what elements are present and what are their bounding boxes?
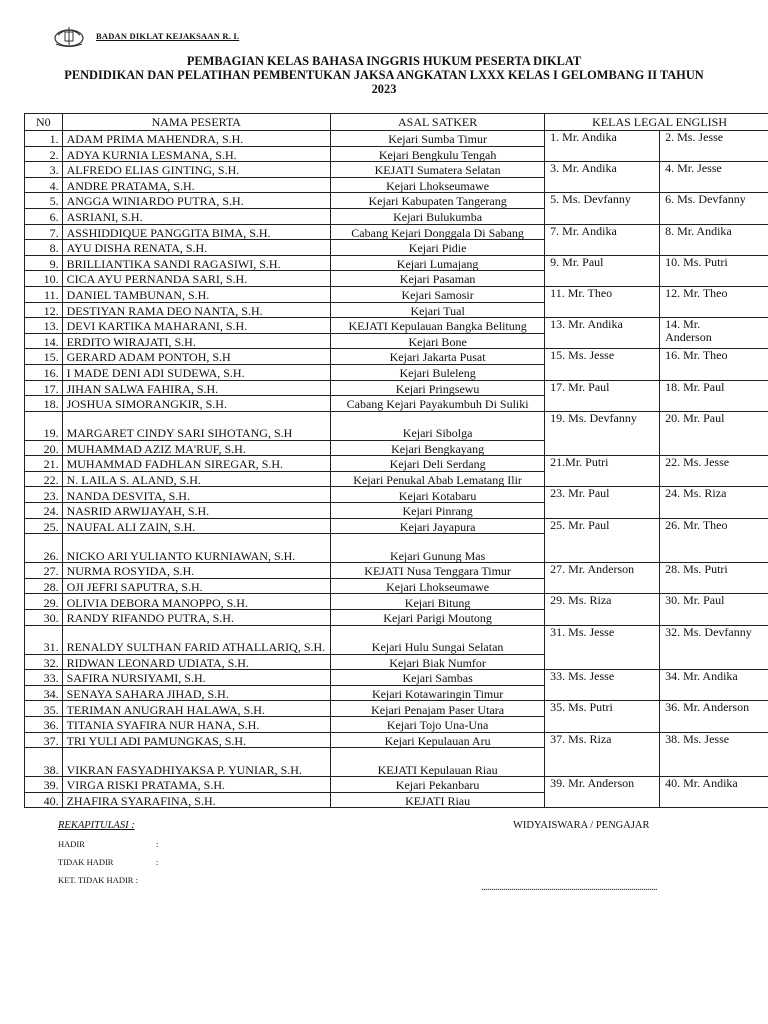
kelas-cell: 30. Mr. Paul — [660, 594, 768, 625]
header-name: NAMA PESERTA — [62, 114, 330, 131]
document-header — [52, 22, 239, 50]
participant-satker: Kejari Jakarta Pusat — [331, 349, 545, 365]
row-number: 27. — [25, 563, 63, 579]
table-row — [25, 563, 768, 579]
table-row — [25, 670, 768, 686]
recap-section — [58, 820, 158, 885]
table-body — [25, 131, 768, 808]
kelas-cell: 8. Mr. Andika — [660, 224, 768, 255]
kejaksaan-logo-icon — [52, 23, 86, 49]
table-row — [25, 318, 768, 334]
row-number: 15. — [25, 349, 63, 365]
participant-name: TERIMAN ANUGRAH HALAWA, S.H. — [62, 701, 330, 717]
participant-table — [24, 113, 768, 808]
kelas-cell: 35. Ms. Putri — [545, 701, 660, 732]
participant-satker: Kejari Bitung — [331, 594, 545, 610]
table-row — [25, 594, 768, 610]
table-row — [25, 162, 768, 178]
table-row — [25, 224, 768, 240]
participant-name: ALFREDO ELIAS GINTING, S.H. — [62, 162, 330, 178]
table-row — [25, 625, 768, 654]
recap-tidak-hadir-label: TIDAK HADIR — [58, 857, 114, 867]
participant-name: I MADE DENI ADI SUDEWA, S.H. — [62, 364, 330, 380]
row-number: 28. — [25, 578, 63, 594]
kelas-cell: 21.Mr. Putri — [545, 456, 660, 487]
kelas-cell: 9. Mr. Paul — [545, 255, 660, 286]
recap-ket-label: KET. TIDAK HADIR : — [58, 875, 138, 885]
kelas-cell: 2. Ms. Jesse — [660, 131, 768, 162]
kelas-cell: 39. Mr. Anderson — [545, 777, 660, 808]
row-number: 13. — [25, 318, 63, 334]
row-number: 14. — [25, 333, 63, 349]
participant-name: ZHAFIRA SYARAFINA, S.H. — [62, 792, 330, 808]
participant-name: RANDY RIFANDO PUTRA, S.H. — [62, 610, 330, 626]
participant-name: ADAM PRIMA MAHENDRA, S.H. — [62, 131, 330, 147]
kelas-cell: 6. Ms. Devfanny — [660, 193, 768, 224]
participant-name: DEVI KARTIKA MAHARANI, S.H. — [62, 318, 330, 334]
row-number: 29. — [25, 594, 63, 610]
participant-name: GERARD ADAM PONTOH, S.H — [62, 349, 330, 365]
table-row — [25, 701, 768, 717]
row-number: 40. — [25, 792, 63, 808]
title-line-3: 2023 — [371, 82, 397, 96]
participant-satker: Cabang Kejari Payakumbuh Di Suliki — [331, 396, 545, 412]
kelas-cell: 40. Mr. Andika — [660, 777, 768, 808]
table-row — [25, 732, 768, 748]
kelas-cell: 28. Ms. Putri — [660, 563, 768, 594]
table-row — [25, 286, 768, 302]
row-number: 37. — [25, 732, 63, 748]
participant-name: JOSHUA SIMORANGKIR, S.H. — [62, 396, 330, 412]
kelas-cell: 23. Mr. Paul — [545, 487, 660, 518]
row-number: 17. — [25, 380, 63, 396]
row-number: 2. — [25, 146, 63, 162]
participant-name: SENAYA SAHARA JIHAD, S.H. — [62, 685, 330, 701]
participant-name: VIKRAN FASYADHIYAKSA P. YUNIAR, S.H. — [62, 748, 330, 777]
row-number: 5. — [25, 193, 63, 209]
row-number: 16. — [25, 364, 63, 380]
row-number: 38. — [25, 748, 63, 777]
row-number: 31. — [25, 625, 63, 654]
participant-satker: Kejari Bengkayang — [331, 440, 545, 456]
kelas-cell: 19. Ms. Devfanny — [545, 411, 660, 456]
participant-satker: Kejari Gunung Mas — [331, 534, 545, 563]
title-line-1: PEMBAGIAN KELAS BAHASA INGGRIS HUKUM PESERTA DIKLAT — [186, 54, 582, 68]
participant-satker: KEJATI Kepulauan Riau — [331, 748, 545, 777]
row-number: 4. — [25, 177, 63, 193]
title-line-2: PENDIDIKAN DAN PELATIHAN PEMBENTUKAN JAKSA ANGKATAN LXXX KELAS I GELOMBANG II TAHUN — [64, 68, 704, 82]
participant-satker: Kejari Kotawaringin Timur — [331, 685, 545, 701]
kelas-cell: 1. Mr. Andika — [545, 131, 660, 162]
row-number: 30. — [25, 610, 63, 626]
table-row — [25, 193, 768, 209]
document-title — [0, 54, 768, 96]
kelas-cell: 18. Mr. Paul — [660, 380, 768, 411]
participant-name: MARGARET CINDY SARI SIHOTANG, S.H — [62, 411, 330, 440]
participant-satker: Kejari Bone — [331, 333, 545, 349]
kelas-cell: 33. Ms. Jesse — [545, 670, 660, 701]
recap-hadir-label: HADIR — [58, 839, 85, 849]
participant-satker: KEJATI Riau — [331, 792, 545, 808]
header-kelas: KELAS LEGAL ENGLISH — [545, 114, 768, 131]
row-number: 36. — [25, 717, 63, 733]
participant-name: TITANIA SYAFIRA NUR HANA, S.H. — [62, 717, 330, 733]
table-row — [25, 518, 768, 534]
signature-line: ........................................................................................ — [481, 882, 657, 893]
signature-label: WIDYAISWARA / PENGAJAR — [513, 820, 650, 831]
participant-satker: Kejari Bulukumba — [331, 208, 545, 224]
participant-name: ANDRE PRATAMA, S.H. — [62, 177, 330, 193]
participant-satker: Kejari Pinrang — [331, 503, 545, 519]
kelas-cell: 13. Mr. Andika — [545, 318, 660, 349]
row-number: 18. — [25, 396, 63, 412]
organization-name: BADAN DIKLAT KEJAKSAAN R. I. — [96, 31, 240, 41]
row-number: 19. — [25, 411, 63, 440]
participant-satker: Kejari Sambas — [331, 670, 545, 686]
kelas-cell: 15. Ms. Jesse — [545, 349, 660, 380]
participant-satker: Kejari Kabupaten Tangerang — [331, 193, 545, 209]
header-satker: ASAL SATKER — [331, 114, 545, 131]
kelas-cell: 25. Mr. Paul — [545, 518, 660, 563]
participant-satker: Kejari Samosir — [331, 286, 545, 302]
kelas-cell: 10. Ms. Putri — [660, 255, 768, 286]
participant-satker: Kejari Sibolga — [331, 411, 545, 440]
participant-name: ASSHIDDIQUE PANGGITA BIMA, S.H. — [62, 224, 330, 240]
participant-satker: Kejari Lumajang — [331, 255, 545, 271]
participant-name: ASRIANI, S.H. — [62, 208, 330, 224]
kelas-cell: 3. Mr. Andika — [545, 162, 660, 193]
participant-name: TRI YULI ADI PAMUNGKAS, S.H. — [62, 732, 330, 748]
recap-title: REKAPITULASI : — [58, 820, 135, 831]
participant-name: RIDWAN LEONARD UDIATA, S.H. — [62, 654, 330, 670]
participant-satker: Kejari Lhokseumawe — [331, 177, 545, 193]
participant-name: MUHAMMAD FADHLAN SIREGAR, S.H. — [62, 456, 330, 472]
kelas-cell: 32. Ms. Devfanny — [660, 625, 768, 670]
kelas-cell: 37. Ms. Riza — [545, 732, 660, 777]
row-number: 1. — [25, 131, 63, 147]
row-number: 24. — [25, 503, 63, 519]
participant-name: RENALDY SULTHAN FARID ATHALLARIQ, S.H. — [62, 625, 330, 654]
row-number: 6. — [25, 208, 63, 224]
recap-tidak-hadir-colon: : — [156, 857, 159, 867]
row-number: 11. — [25, 286, 63, 302]
row-number: 39. — [25, 777, 63, 793]
participant-satker: Kejari Pekanbaru — [331, 777, 545, 793]
kelas-cell: 5. Ms. Devfanny — [545, 193, 660, 224]
participant-name: NURMA ROSYIDA, S.H. — [62, 563, 330, 579]
participant-name: VIRGA RISKI PRATAMA, S.H. — [62, 777, 330, 793]
kelas-cell: 4. Mr. Jesse — [660, 162, 768, 193]
row-number: 10. — [25, 271, 63, 287]
participant-name: AYU DISHA RENATA, S.H. — [62, 240, 330, 256]
participant-satker: Cabang Kejari Donggala Di Sabang — [331, 224, 545, 240]
participant-satker: Kejari Buleleng — [331, 364, 545, 380]
row-number: 34. — [25, 685, 63, 701]
kelas-cell: 36. Mr. Anderson — [660, 701, 768, 732]
participant-satker: KEJATI Sumatera Selatan — [331, 162, 545, 178]
row-number: 35. — [25, 701, 63, 717]
participant-name: DESTIYAN RAMA DEO NANTA, S.H. — [62, 302, 330, 318]
kelas-cell: 26. Mr. Theo — [660, 518, 768, 563]
participant-name: N. LAILA S. ALAND, S.H. — [62, 471, 330, 487]
kelas-cell: 12. Mr. Theo — [660, 286, 768, 317]
table-row — [25, 487, 768, 503]
kelas-cell: 38. Ms. Jesse — [660, 732, 768, 777]
row-number: 21. — [25, 456, 63, 472]
recap-hadir-row — [58, 839, 158, 849]
participant-satker: Kejari Sumba Timur — [331, 131, 545, 147]
kelas-cell: 22. Ms. Jesse — [660, 456, 768, 487]
header-no: N0 — [25, 114, 63, 131]
kelas-cell: 7. Mr. Andika — [545, 224, 660, 255]
kelas-cell: 11. Mr. Theo — [545, 286, 660, 317]
participant-name: ADYA KURNIA LESMANA, S.H. — [62, 146, 330, 162]
table-row — [25, 131, 768, 147]
kelas-cell: 20. Mr. Paul — [660, 411, 768, 456]
participant-name: ERDITO WIRAJATI, S.H. — [62, 333, 330, 349]
row-number: 7. — [25, 224, 63, 240]
table-row — [25, 411, 768, 440]
row-number: 22. — [25, 471, 63, 487]
participant-satker: Kejari Penajam Paser Utara — [331, 701, 545, 717]
kelas-cell: 27. Mr. Anderson — [545, 563, 660, 594]
participant-satker: Kejari Tojo Una-Una — [331, 717, 545, 733]
participant-satker: KEJATI Nusa Tenggara Timur — [331, 563, 545, 579]
participant-satker: Kejari Lhokseumawe — [331, 578, 545, 594]
row-number: 26. — [25, 534, 63, 563]
row-number: 3. — [25, 162, 63, 178]
kelas-cell: 29. Ms. Riza — [545, 594, 660, 625]
participant-satker: Kejari Pidie — [331, 240, 545, 256]
table-row — [25, 380, 768, 396]
participant-satker: Kejari Bengkulu Tengah — [331, 146, 545, 162]
kelas-cell: 14. Mr. Anderson — [660, 318, 768, 349]
participant-satker: Kejari Pringsewu — [331, 380, 545, 396]
row-number: 23. — [25, 487, 63, 503]
participant-name: BRILLIANTIKA SANDI RAGASIWI, S.H. — [62, 255, 330, 271]
participant-satker: Kejari Pasaman — [331, 271, 545, 287]
participant-name: DANIEL TAMBUNAN, S.H. — [62, 286, 330, 302]
participant-name: JIHAN SALWA FAHIRA, S.H. — [62, 380, 330, 396]
row-number: 25. — [25, 518, 63, 534]
participant-name: SAFIRA NURSIYAMI, S.H. — [62, 670, 330, 686]
participant-satker: Kejari Biak Numfor — [331, 654, 545, 670]
participant-satker: Kejari Deli Serdang — [331, 456, 545, 472]
participant-satker: Kejari Hulu Sungai Selatan — [331, 625, 545, 654]
row-number: 20. — [25, 440, 63, 456]
kelas-cell: 17. Mr. Paul — [545, 380, 660, 411]
table-row — [25, 777, 768, 793]
participant-satker: Kejari Jayapura — [331, 518, 545, 534]
participant-name: OJI JEFRI SAPUTRA, S.H. — [62, 578, 330, 594]
participant-satker: Kejari Parigi Moutong — [331, 610, 545, 626]
table-row — [25, 349, 768, 365]
row-number: 33. — [25, 670, 63, 686]
recap-ket-row — [58, 875, 158, 885]
participant-name: NANDA DESVITA, S.H. — [62, 487, 330, 503]
participant-satker: KEJATI Kepulauan Bangka Belitung — [331, 318, 545, 334]
table-row — [25, 255, 768, 271]
participant-satker: Kejari Kotabaru — [331, 487, 545, 503]
kelas-cell: 31. Ms. Jesse — [545, 625, 660, 670]
kelas-cell: 16. Mr. Theo — [660, 349, 768, 380]
participant-satker: Kejari Penukal Abab Lematang Ilir — [331, 471, 545, 487]
participant-name: CICA AYU PERNANDA SARI, S.H. — [62, 271, 330, 287]
row-number: 9. — [25, 255, 63, 271]
row-number: 32. — [25, 654, 63, 670]
participant-name: ANGGA WINIARDO PUTRA, S.H. — [62, 193, 330, 209]
table-header-row — [25, 114, 768, 131]
recap-tidak-hadir-row — [58, 857, 158, 867]
participant-satker: Kejari Tual — [331, 302, 545, 318]
participant-name: NICKO ARI YULIANTO KURNIAWAN, S.H. — [62, 534, 330, 563]
kelas-cell: 34. Mr. Andika — [660, 670, 768, 701]
participant-name: NASRID ARWIJAYAH, S.H. — [62, 503, 330, 519]
participant-name: OLIVIA DEBORA MANOPPO, S.H. — [62, 594, 330, 610]
row-number: 8. — [25, 240, 63, 256]
table-row — [25, 456, 768, 472]
participant-name: NAUFAL ALI ZAIN, S.H. — [62, 518, 330, 534]
participant-name: MUHAMMAD AZIZ MA'RUF, S.H. — [62, 440, 330, 456]
participant-satker: Kejari Kepulauan Aru — [331, 732, 545, 748]
row-number: 12. — [25, 302, 63, 318]
recap-hadir-colon: : — [156, 839, 159, 849]
kelas-cell: 24. Ms. Riza — [660, 487, 768, 518]
